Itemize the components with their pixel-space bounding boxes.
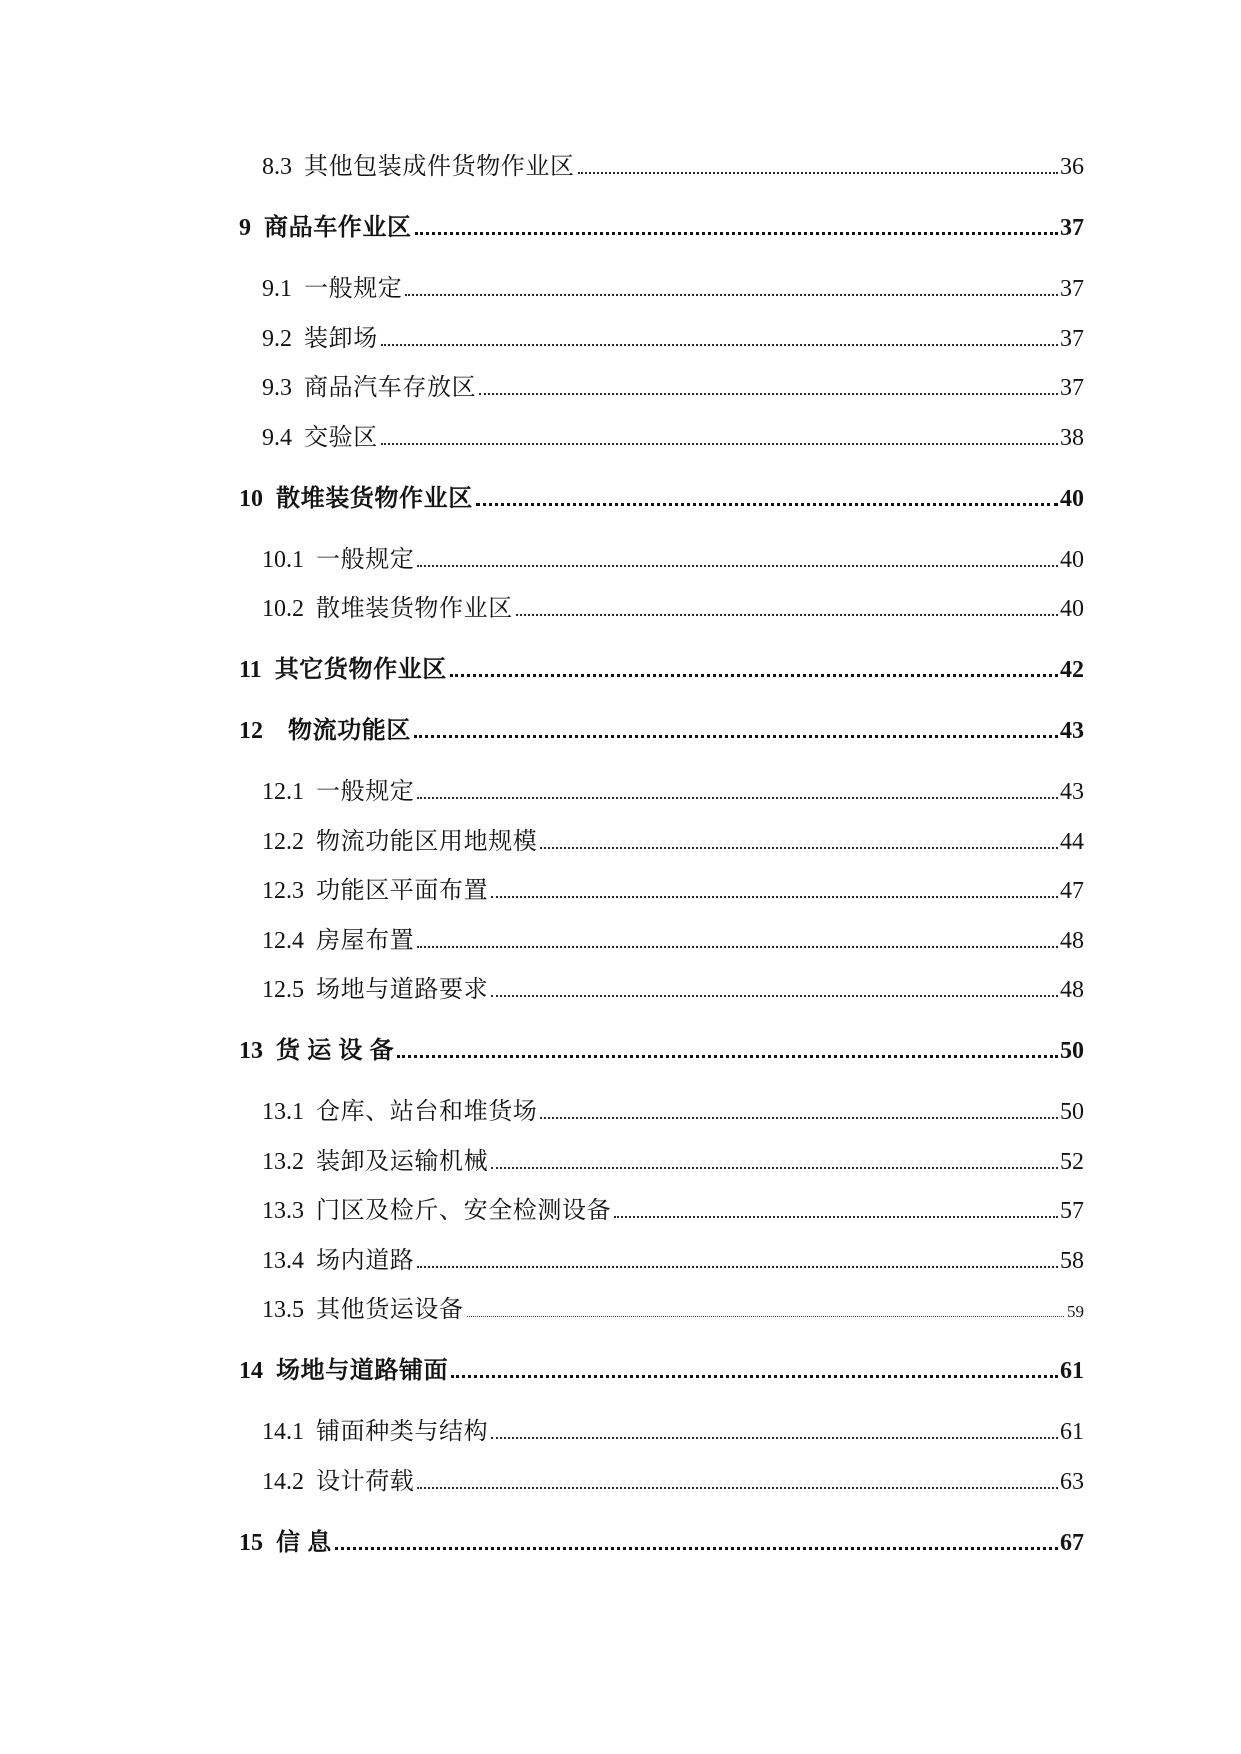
page-number: 43 [1060,779,1084,805]
section-number: 11 [239,657,262,683]
toc-heading [239,1347,1084,1397]
section-title: 功能区平面布置 [316,878,489,904]
section-number: 14 [239,1358,263,1384]
page-number: 37 [1060,215,1084,241]
dot-leader [417,943,1058,948]
dot-leader [414,732,1058,738]
page-number: 42 [1060,657,1084,683]
section-number: 9.2 [262,325,292,352]
dot-leader [405,291,1058,296]
section-title: 铺面种类与结构 [316,1419,489,1445]
section-number: 9.4 [262,424,292,451]
section-title: 场内道路 [316,1247,415,1274]
toc-subentry [239,867,1084,917]
page-number: 50 [1060,1099,1084,1125]
page-number: 57 [1060,1198,1084,1224]
dot-leader [451,1372,1058,1378]
page-number: 52 [1060,1148,1084,1175]
dot-leader [381,440,1058,445]
section-number: 12 [239,718,263,744]
section-title: 门区及检斤、安全检测设备 [316,1198,612,1224]
dot-leader [417,1484,1058,1489]
dot-leader [540,844,1058,849]
page-number: 58 [1060,1247,1084,1274]
section-title: 散堆装货物作业区 [316,596,513,622]
section-title: 一般规定 [304,276,403,302]
page-number: 40 [1060,485,1084,512]
section-title: 一般规定 [316,546,415,573]
toc-subentry [239,585,1084,635]
page-number: 37 [1060,375,1084,401]
section-title: 物流功能区 [288,718,411,744]
section-number: 12.4 [262,927,304,954]
dot-leader [540,1114,1058,1119]
dot-leader [491,893,1058,898]
dot-leader [417,794,1058,799]
toc-subentry [239,265,1084,315]
section-number: 13 [239,1038,263,1064]
section-title: 一般规定 [316,779,415,805]
toc-subentry [239,1088,1084,1138]
page-number: 40 [1060,596,1084,622]
page-number: 50 [1060,1038,1084,1064]
page-number: 48 [1060,977,1084,1003]
page-number: 37 [1060,276,1084,302]
toc-subentry [239,143,1084,193]
dot-leader [467,1313,1064,1317]
section-title: 房屋布置 [316,927,415,954]
toc-subentry [239,1286,1084,1336]
page-number: 37 [1060,325,1084,352]
section-title: 物流功能区用地规模 [316,828,538,855]
section-number: 9 [239,215,251,241]
toc-subentry [239,315,1084,365]
section-title: 商品车作业区 [264,215,412,241]
page-number: 67 [1060,1529,1084,1556]
section-number: 12.1 [262,779,304,805]
section-title: 仓库、站台和堆货场 [316,1099,538,1125]
section-title: 设计荷载 [316,1468,415,1495]
dot-leader [415,229,1058,235]
toc-heading [239,646,1084,696]
toc-subentry [239,1408,1084,1458]
section-number: 14.1 [262,1419,304,1445]
dot-leader [476,500,1058,506]
section-number: 10.1 [262,546,304,573]
table-of-contents [239,143,1084,1580]
section-title: 交验区 [304,424,378,451]
page-number: 38 [1060,424,1084,451]
section-number: 9.3 [262,375,292,401]
section-number: 9.1 [262,276,292,302]
dot-leader [491,1164,1058,1169]
toc-subentry [239,917,1084,967]
section-title: 信 息 [276,1529,332,1556]
section-number: 12.5 [262,977,304,1003]
toc-subentry [239,1138,1084,1188]
toc-heading [239,707,1084,757]
toc-subentry [239,536,1084,586]
dot-leader [450,671,1058,677]
page-number: 48 [1060,927,1084,954]
dot-leader [479,390,1058,395]
dot-leader [614,1213,1058,1218]
toc-subentry [239,414,1084,464]
dot-leader [578,169,1058,174]
section-title: 其他包装成件货物作业区 [304,154,575,180]
section-number: 13.5 [262,1297,304,1323]
section-number: 13.2 [262,1148,304,1175]
page-number: 59 [1067,1302,1084,1321]
page-number: 40 [1060,546,1084,573]
section-title: 场地与道路铺面 [276,1358,449,1384]
toc-subentry [239,966,1084,1016]
section-title: 散堆装货物作业区 [276,485,473,512]
dot-leader [335,1544,1058,1550]
toc-heading [239,204,1084,254]
toc-heading [239,475,1084,525]
toc-subentry [239,1458,1084,1508]
section-title: 货 运 设 备 [276,1038,395,1064]
dot-leader [417,1263,1058,1268]
dot-leader [491,992,1058,997]
page-number: 47 [1060,878,1084,904]
toc-subentry [239,364,1084,414]
section-title: 装卸场 [304,325,378,352]
section-number: 10.2 [262,596,304,622]
dot-leader [491,1434,1058,1439]
dot-leader [516,611,1058,616]
section-number: 12.3 [262,878,304,904]
toc-subentry [239,1187,1084,1237]
page-number: 63 [1060,1468,1084,1495]
section-number: 13.1 [262,1099,304,1125]
section-title: 装卸及运输机械 [316,1148,489,1175]
section-title: 其它货物作业区 [274,657,447,683]
page-number: 61 [1060,1358,1084,1384]
toc-subentry [239,818,1084,868]
section-number: 13.4 [262,1247,304,1274]
dot-leader [397,1052,1058,1058]
toc-heading [239,1519,1084,1569]
page-number: 61 [1060,1419,1084,1445]
page-number: 43 [1060,718,1084,744]
toc-heading [239,1027,1084,1077]
section-title: 商品汽车存放区 [304,375,477,401]
section-title: 场地与道路要求 [316,977,489,1003]
section-number: 14.2 [262,1468,304,1495]
section-number: 8.3 [262,154,292,180]
page-number: 36 [1060,154,1084,180]
section-number: 13.3 [262,1198,304,1224]
section-number: 10 [239,485,263,512]
section-number: 12.2 [262,828,304,855]
toc-subentry [239,1237,1084,1287]
dot-leader [417,562,1058,567]
section-title: 其他货运设备 [316,1297,464,1323]
page-number: 44 [1060,828,1084,855]
section-number: 15 [239,1529,263,1556]
dot-leader [381,341,1058,346]
toc-subentry [239,768,1084,818]
